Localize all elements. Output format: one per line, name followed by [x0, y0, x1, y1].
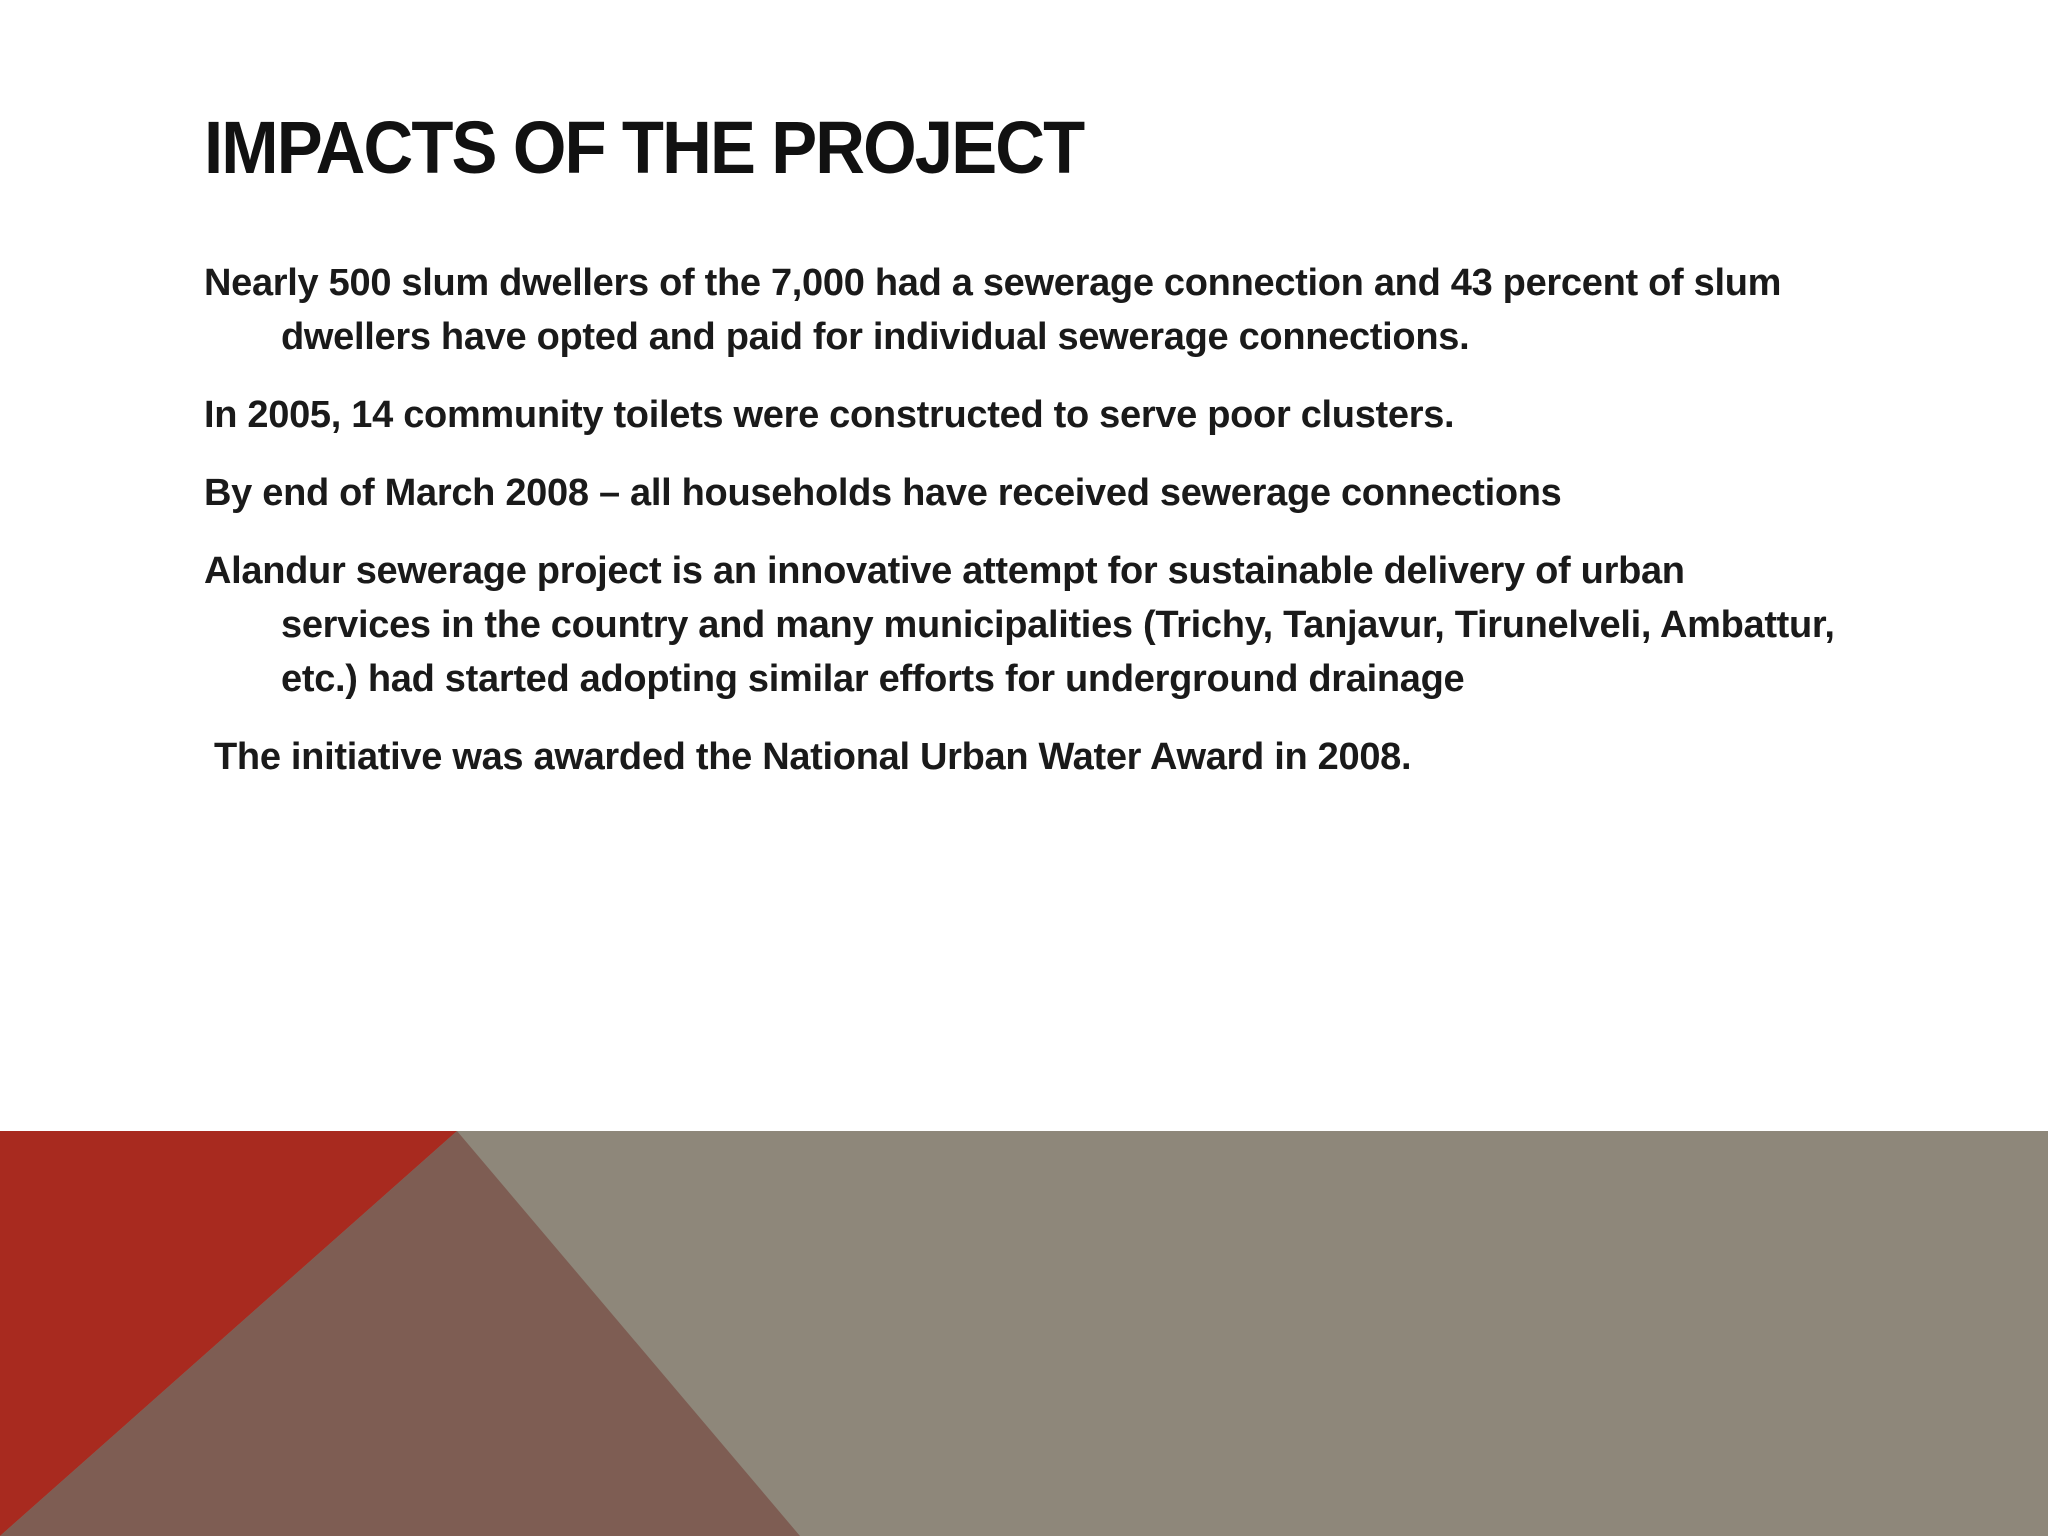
- footer-decoration: [0, 1131, 2048, 1536]
- slide-body: [204, 256, 1844, 808]
- paragraph-alandur-project: Alandur sewerage project is an innovative attempt for sustainable delivery of urban services in the country and many municipalities (Trichy, Tanjavur, Tirunelveli, Ambattur, etc.) had started adopting similar efforts for underground drainage: [204, 550, 1835, 700]
- paragraph-community-toilets: In 2005, 14 community toilets were constructed to serve poor clusters.: [204, 394, 1455, 436]
- paragraph-award: The initiative was awarded the National Urban Water Award in 2008.: [214, 736, 1412, 778]
- paragraph-households-connected: By end of March 2008 – all households have received sewerage connections: [204, 472, 1562, 514]
- paragraph-slum-connections: Nearly 500 slum dwellers of the 7,000 had a sewerage connection and 43 percent of slum dwellers have opted and paid for individual sewerage connections.: [204, 262, 1782, 358]
- slide-title: IMPACTS OF THE PROJECT: [204, 106, 1084, 189]
- footer-decoration-graphic: [0, 1131, 2048, 1536]
